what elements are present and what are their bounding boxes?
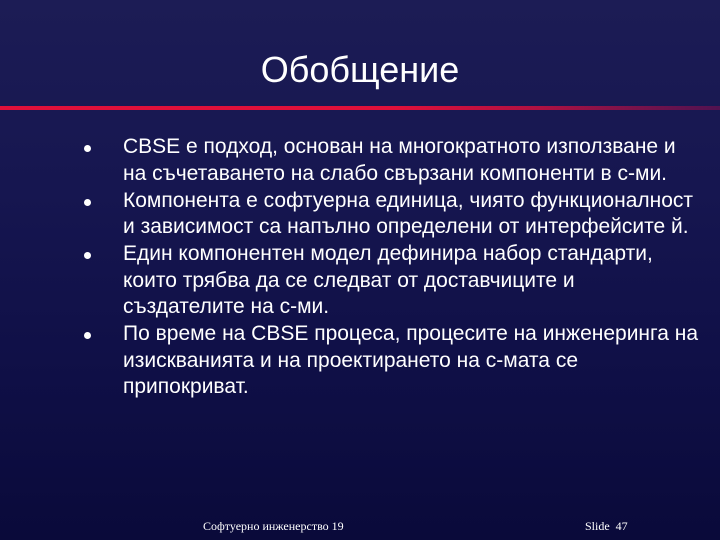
footer-course-title: Софтуерно инженерство 19 <box>203 519 344 533</box>
bullet-dot-icon <box>84 332 91 339</box>
bullet-item <box>0 321 720 401</box>
bullet-dot-icon <box>84 145 91 152</box>
bullet-text: CBSE е подход, основан на многократното използване и на съчетаването на слабо свързани компоненти в с-ми. <box>123 135 676 185</box>
bullet-item <box>0 188 720 241</box>
slide-title: Обобщение <box>260 49 460 90</box>
bullet-text: Компонента е софтуерна единица, чиято функционалност и зависимост са напълно определени от интерфейсите й. <box>123 188 694 238</box>
footer-slide-number: Slide 47 <box>585 519 628 533</box>
title-underline <box>0 106 720 110</box>
bullet-text: По време на CBSE процеса, процесите на инженеринга на изискванията и на проектирането на с-мата се припокриват. <box>123 322 699 398</box>
bullet-dot-icon <box>84 199 91 206</box>
bullet-list <box>0 134 720 401</box>
bullet-text: Един компонентен модел дефинира набор стандарти, които трябва да се следват от доставчиците и създателите на с-ми. <box>123 242 653 318</box>
bullet-dot-icon <box>84 252 91 259</box>
bullet-item <box>0 134 720 187</box>
bullet-item <box>0 241 720 321</box>
